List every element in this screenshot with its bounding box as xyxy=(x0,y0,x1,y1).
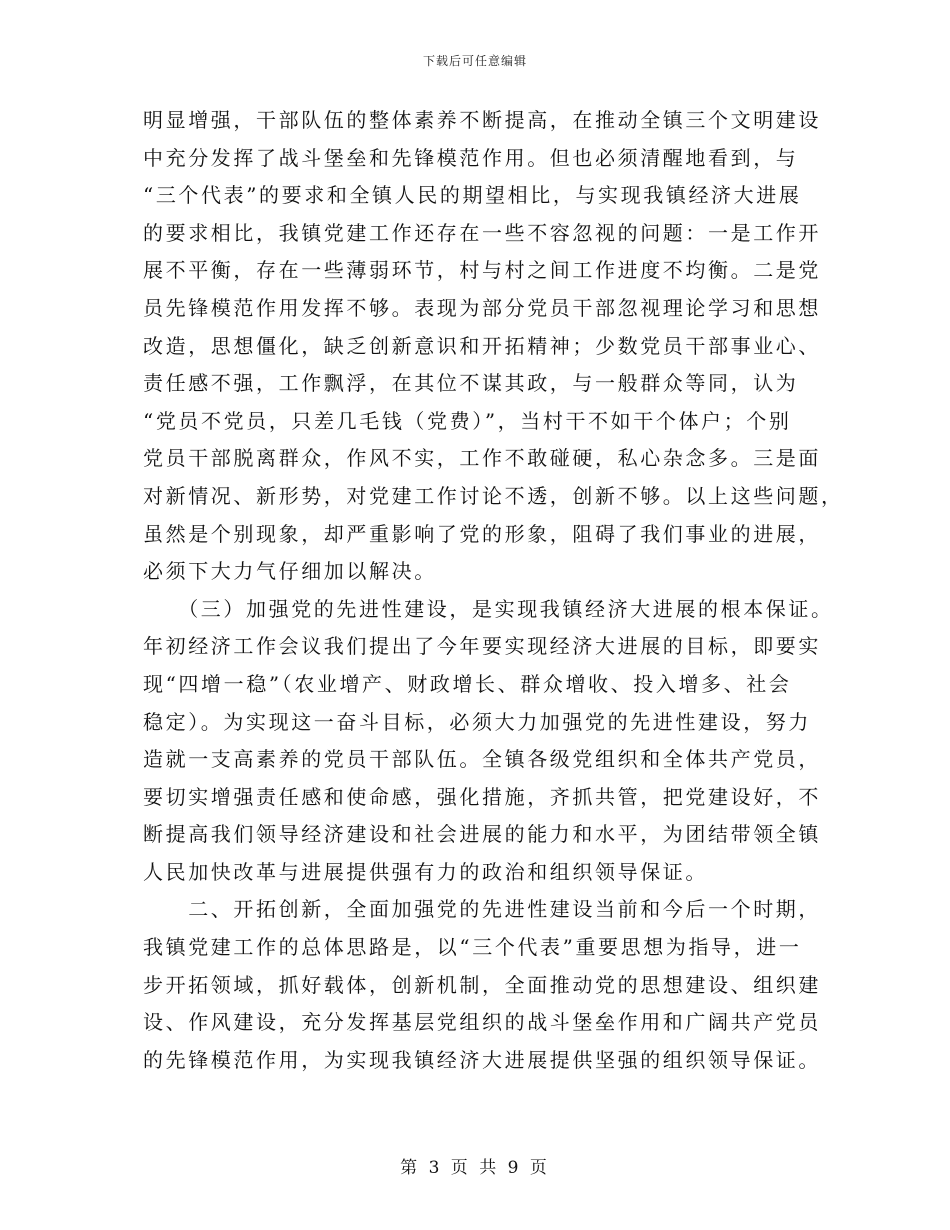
text-line: 造就一支高素养的党员干部队伍。全镇各级党组织和全体共产党员， xyxy=(143,747,821,772)
text-line: 我镇党建工作的总体思路是，以“三个代表”重要思想为指导，进一 xyxy=(143,935,802,960)
text-line: 党员干部脱离群众，作风不实，工作不敢碰硬，私心杂念多。三是面 xyxy=(143,446,821,471)
text-line: 步开拓领域，抓好载体，创新机制，全面推动党的思想建设、组织建 xyxy=(143,972,821,997)
text-line: 要切实增强责任感和使命感，强化措施，齐抓共管，把党建设好，不 xyxy=(143,784,821,809)
text-line: 二、开拓创新，全面加强党的先进性建设当前和今后一个时期， xyxy=(143,897,821,922)
text-line: 虽然是个别现象，却严重影响了党的形象，阻碍了我们事业的进展， xyxy=(143,521,821,546)
text-line: 对新情况、新形势，对党建工作讨论不透，创新不够。以上这些问题， xyxy=(143,483,844,508)
text-line: 现“四增一稳”（农业增产、财政增长、群众增收、投入增多、社会 xyxy=(143,671,792,696)
text-line: 人民加快改革与进展提供强有力的政治和组织领导保证。 xyxy=(143,859,708,884)
text-line: 员先锋模范作用发挥不够。表现为部分党员干部忽视理论学习和思想 xyxy=(143,295,821,320)
page-footer: 第 3 页 共 9 页 xyxy=(400,1158,550,1178)
text-line: “党员不党员，只差几毛钱（党费）”，当村干不如干个体户；个别 xyxy=(143,408,792,433)
text-line: 的先锋模范作用，为实现我镇经济大进展提供坚强的组织领导保证。 xyxy=(143,1047,821,1072)
text-line: （三）加强党的先进性建设，是实现我镇经济大进展的根本保证。 xyxy=(143,596,834,621)
text-line: 设、作风建设，充分发挥基层党组织的战斗堡垒作用和广阔共产党员 xyxy=(143,1010,821,1035)
text-line: 必须下大力气仔细加以解决。 xyxy=(143,559,437,584)
text-line: 的要求相比，我镇党建工作还存在一些不容忽视的问题：一是工作开 xyxy=(143,220,821,245)
text-line: 展不平衡，存在一些薄弱环节，村与村之间工作进度不均衡。二是党 xyxy=(143,258,821,283)
text-line: 断提高我们领导经济建设和社会进展的能力和水平，为团结带领全镇 xyxy=(143,822,821,847)
text-line: 稳定）。为实现这一奋斗目标，必须大力加强党的先进性建设，努力 xyxy=(143,709,811,734)
text-line: 责任感不强，工作飘浮，在其位不谋其政，与一般群众等同，认为 xyxy=(143,371,799,396)
text-line: 明显增强，干部队伍的整体素养不断提高，在推动全镇三个文明建设 xyxy=(143,108,821,132)
document-body xyxy=(143,102,844,1079)
text-line: 改造，思想僵化，缺乏创新意识和开拓精神；少数党员干部事业心、 xyxy=(143,333,821,358)
page-header: 下载后可任意编辑 xyxy=(422,54,527,68)
text-line: 年初经济工作会议我们提出了今年要实现经济大进展的目标，即要实 xyxy=(143,634,821,659)
text-line: “三个代表”的要求和全镇人民的期望相比，与实现我镇经济大进展 xyxy=(143,183,802,208)
text-line: 中充分发挥了战斗堡垒和先锋模范作用。但也必须清醒地看到，与 xyxy=(143,145,799,170)
